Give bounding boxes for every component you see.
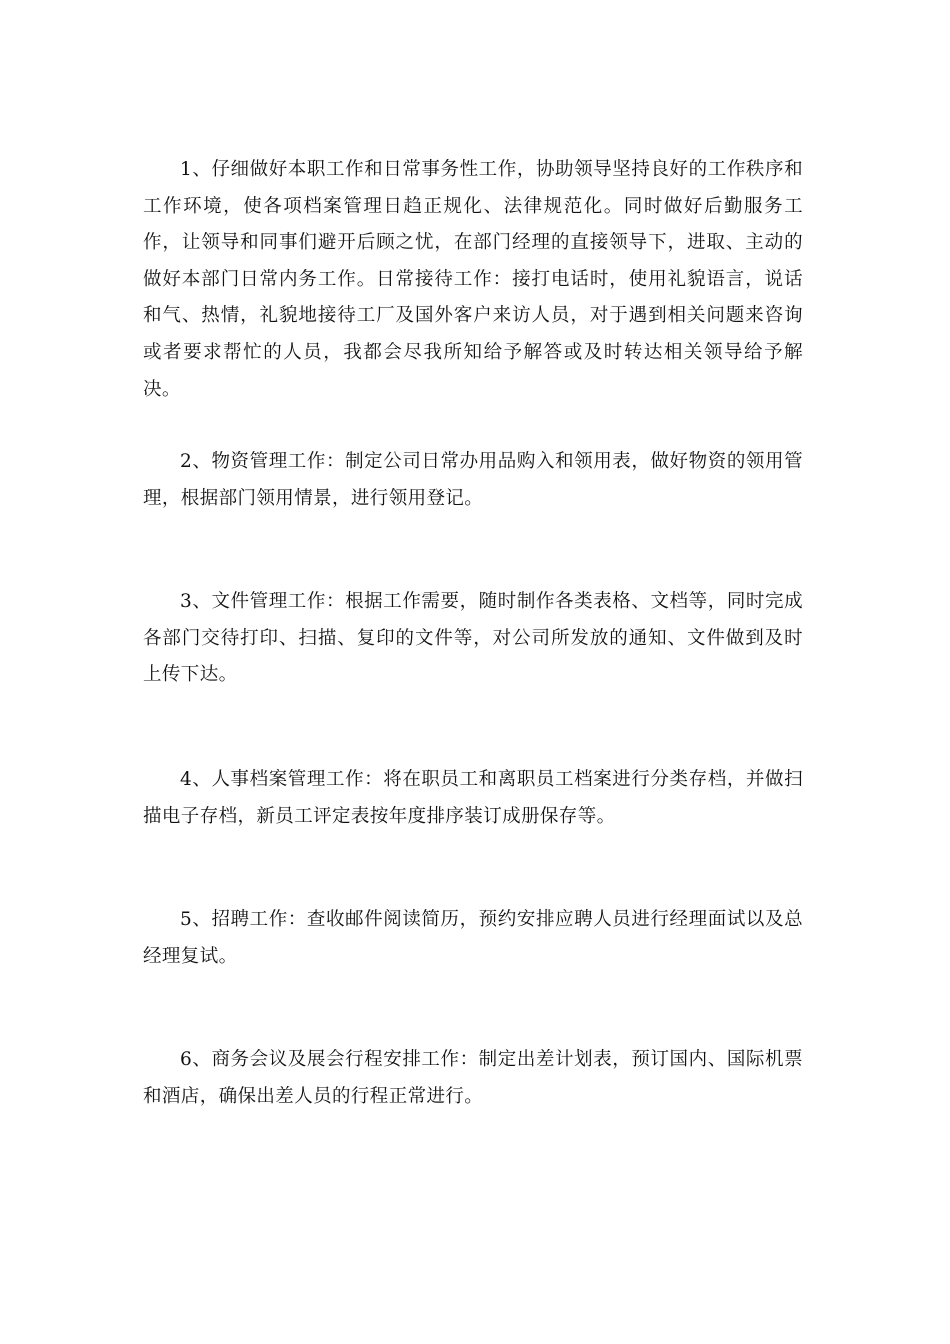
- paragraph-materials-management: 2、物资管理工作：制定公司日常办用品购入和领用表，做好物资的领用管理，根据部门领用情景，进行领用登记。: [143, 451, 803, 509]
- paragraph-business-travel: 6、商务会议及展会行程安排工作：制定出差计划表，预订国内、国际机票和酒店，确保出差人员的行程正常进行。: [143, 1049, 803, 1107]
- paragraph-personnel-archives: 4、人事档案管理工作：将在职员工和离职员工档案进行分类存档，并做扫描电子存档，新员工评定表按年度排序装订成册保存等。: [143, 769, 803, 827]
- paragraph-daily-affairs: 1、仔细做好本职工作和日常事务性工作，协助领导坚持良好的工作秩序和工作环境，使各项档案管理日趋正规化、法律规范化。同时做好后勤服务工作，让领导和同事们避开后顾之忧，在部门经理的直接领导下，进取、主动的做好本部门日常内务工作。日常接待工作：接打电话时，使用礼貌语言，说话和气、热情，礼貌地接待工厂及国外客户来访人员，对于遇到相关问题来咨询或者要求帮忙的人员，我都会尽我所知给予解答或及时转达相关领导给予解决。: [143, 159, 803, 400]
- paragraph-recruitment: 5、招聘工作：查收邮件阅读简历，预约安排应聘人员进行经理面试以及总经理复试。: [143, 909, 803, 967]
- paragraph-file-management: 3、文件管理工作：根据工作需要，随时制作各类表格、文档等，同时完成各部门交待打印、扫描、复印的文件等，对公司所发放的通知、文件做到及时上传下达。: [143, 591, 803, 686]
